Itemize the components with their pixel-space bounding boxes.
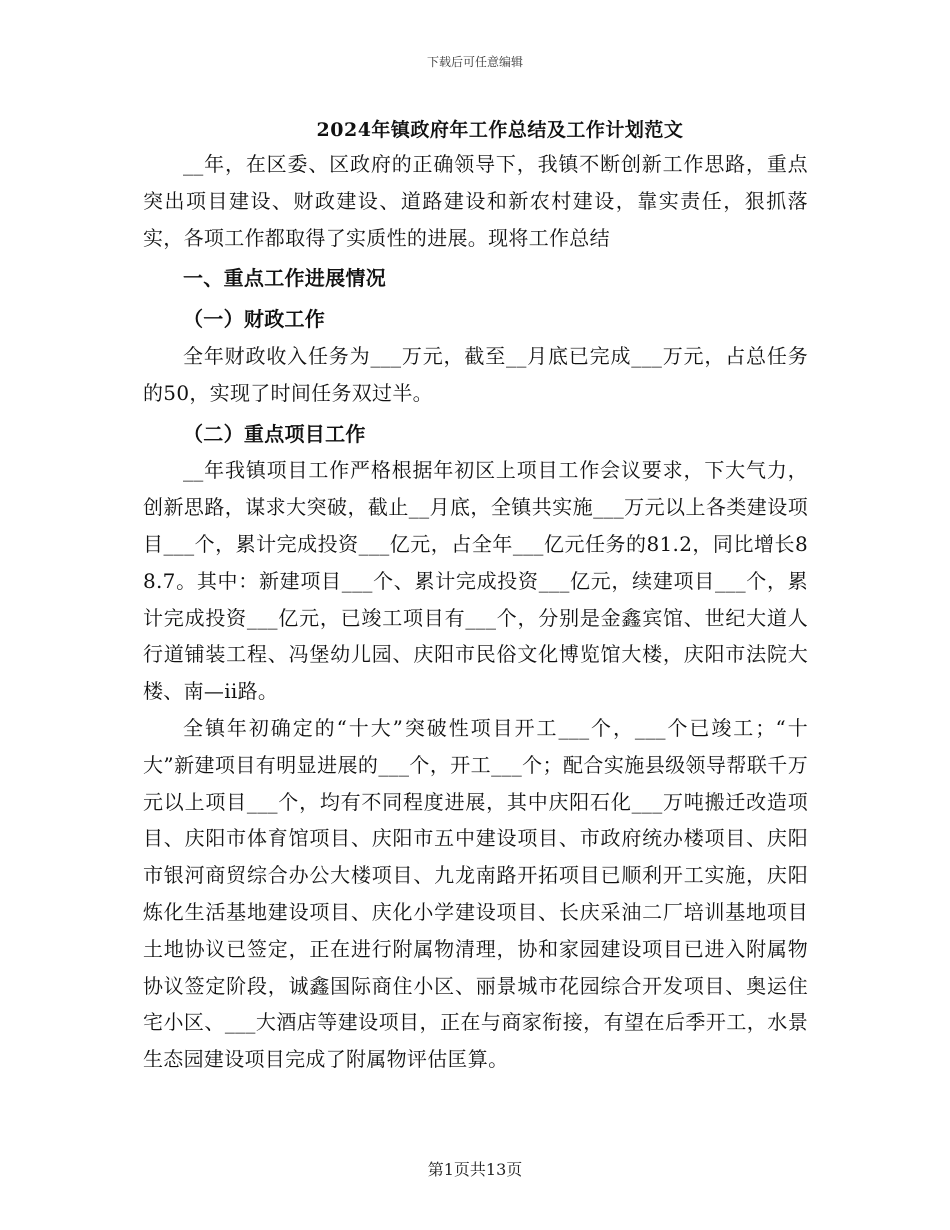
finance-paragraph: 全年财政收入任务为___万元，截至__月底已完成___万元，占总任务的50，实现了时间任务双过半。 [143,343,808,405]
key-projects-paragraph: 全镇年初确定的“十大”突破性项目开工___个，___个已竣工；“十大”新建项目有明显进展的___个，开工___个；配合实施县级领导帮联千万元以上项目___个，均有不同程度进展，其中庆阳石化___万吨搬迁改造项目、庆阳市体育馆项目、庆阳市五中建设项目、市政府统办楼项目、庆阳市银河商贸综合办公大楼项目、九龙南路开拓项目已顺利开工实施，庆阳炼化生活基地建设项目、庆化小学建设项目、长庆采油二厂培训基地项目土地协议已签定，正在进行附属物清理，协和家园建设项目已进入附属物协议签定阶段，诚鑫国际商住小区、丽景城市花园综合开发项目、奥运住宅小区、___大酒店等建设项目，正在与商家衔接，有望在后季开工，水景生态园建设项目完成了附属物评估匡算。 [143,715,808,1072]
page-header: 下载后可任意编辑 [426,55,523,69]
subsection-heading-projects: （二）重点项目工作 [183,421,366,446]
section-heading: 一、重点工作进展情况 [183,266,386,291]
subsection-heading-finance: （一）财政工作 [183,307,326,332]
document-body [143,146,808,1078]
intro-paragraph: __年，在区委、区政府的正确领导下，我镇不断创新工作思路，重点突出项目建设、财政建设、道路建设和新农村建设，靠实责任，狠抓落实，各项工作都取得了实质性的进展。现将工作总结 [143,152,808,250]
page-number: 第1页共13页 [427,1160,523,1179]
document-title: 2024年镇政府年工作总结及工作计划范文 [316,119,684,141]
projects-paragraph: __年我镇项目工作严格根据年初区上项目工作会议要求，下大气力，创新思路，谋求大突破，截止__月底，全镇共实施___万元以上各类建设项目___个，累计完成投资___亿元，占全年___亿元任务的81.2，同比增长88.7。其中：新建项目___个、累计完成投资___亿元，续建项目___个，累计完成投资___亿元，已竣工项目有___个，分别是金鑫宾馆、世纪大道人行道铺装工程、冯堡幼儿园、庆阳市民俗文化博览馆大楼，庆阳市法院大楼、南—ii路。 [143,458,808,704]
